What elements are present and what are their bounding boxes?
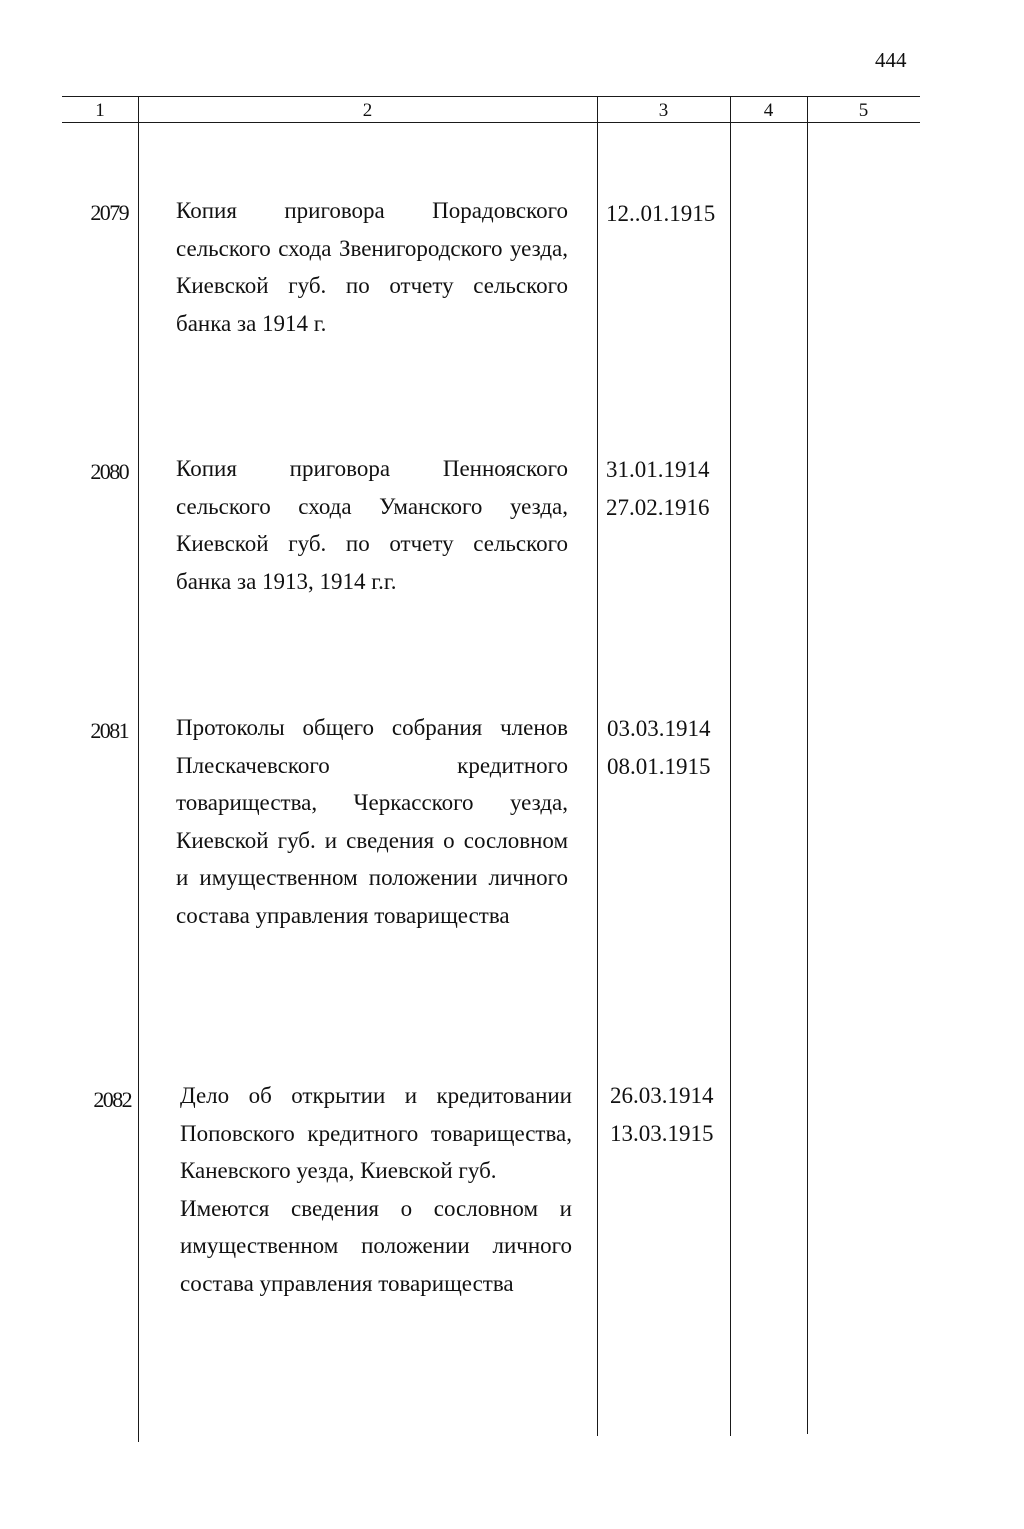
date: 13.03.1915 xyxy=(610,1120,714,1146)
column-divider-2 xyxy=(597,96,598,1436)
entry-number: 2082 xyxy=(93,1087,131,1112)
date: 12..01.1915 xyxy=(606,201,716,226)
date: 26.03.1914 xyxy=(610,1083,714,1108)
page-number: 444 xyxy=(875,48,907,72)
date: 31.01.1914 xyxy=(606,457,710,482)
column-number-3: 3 xyxy=(658,100,669,121)
date: 27.02.1916 xyxy=(606,494,710,520)
entry-number: 2081 xyxy=(90,718,128,743)
date: 08.01.1915 xyxy=(607,753,711,779)
column-divider-1 xyxy=(138,96,139,1442)
description-paragraph: Имеются сведения о сословном и имущественном положении личного состава управления товарищества xyxy=(180,1195,572,1296)
table-top-rule xyxy=(62,96,920,97)
entry-dates xyxy=(606,451,710,526)
entry-description xyxy=(176,709,568,934)
column-divider-3 xyxy=(730,96,731,1436)
entry-description xyxy=(180,1077,572,1302)
table-header-rule xyxy=(62,122,920,123)
description-paragraph: Дело об открытии и кредитовании Поповского кредитного товарищества, Каневского уезда, Киевской губ. xyxy=(180,1083,572,1183)
entry-dates xyxy=(607,710,711,785)
description-paragraph: Протоколы общего собрания членов Плескачевского кредитного товарищества, Черкасского уезда, Киевской губ. и сведения о сословном и имущественном положении личного состава управления товарищества xyxy=(176,715,568,928)
column-number-4: 4 xyxy=(763,100,774,121)
description-paragraph: Копия приговора Порадовского сельского схода Звенигородского уезда, Киевской губ. по отчету сельского банка за 1914 г. xyxy=(176,198,568,336)
column-number-5: 5 xyxy=(858,100,869,121)
column-number-2: 2 xyxy=(362,100,373,121)
entry-description xyxy=(176,450,568,600)
entry-dates xyxy=(610,1077,714,1152)
entry-dates xyxy=(606,195,715,233)
date: 03.03.1914 xyxy=(607,716,711,741)
column-number-1: 1 xyxy=(95,100,105,121)
column-divider-4 xyxy=(807,96,808,1434)
entry-number: 2080 xyxy=(90,459,128,484)
entry-description xyxy=(176,192,568,342)
entry-number: 2079 xyxy=(90,200,128,225)
description-paragraph: Копия приговора Пеннояского сельского схода Уманского уезда, Киевской губ. по отчету сельского банка за 1913, 1914 г.г. xyxy=(176,456,568,594)
